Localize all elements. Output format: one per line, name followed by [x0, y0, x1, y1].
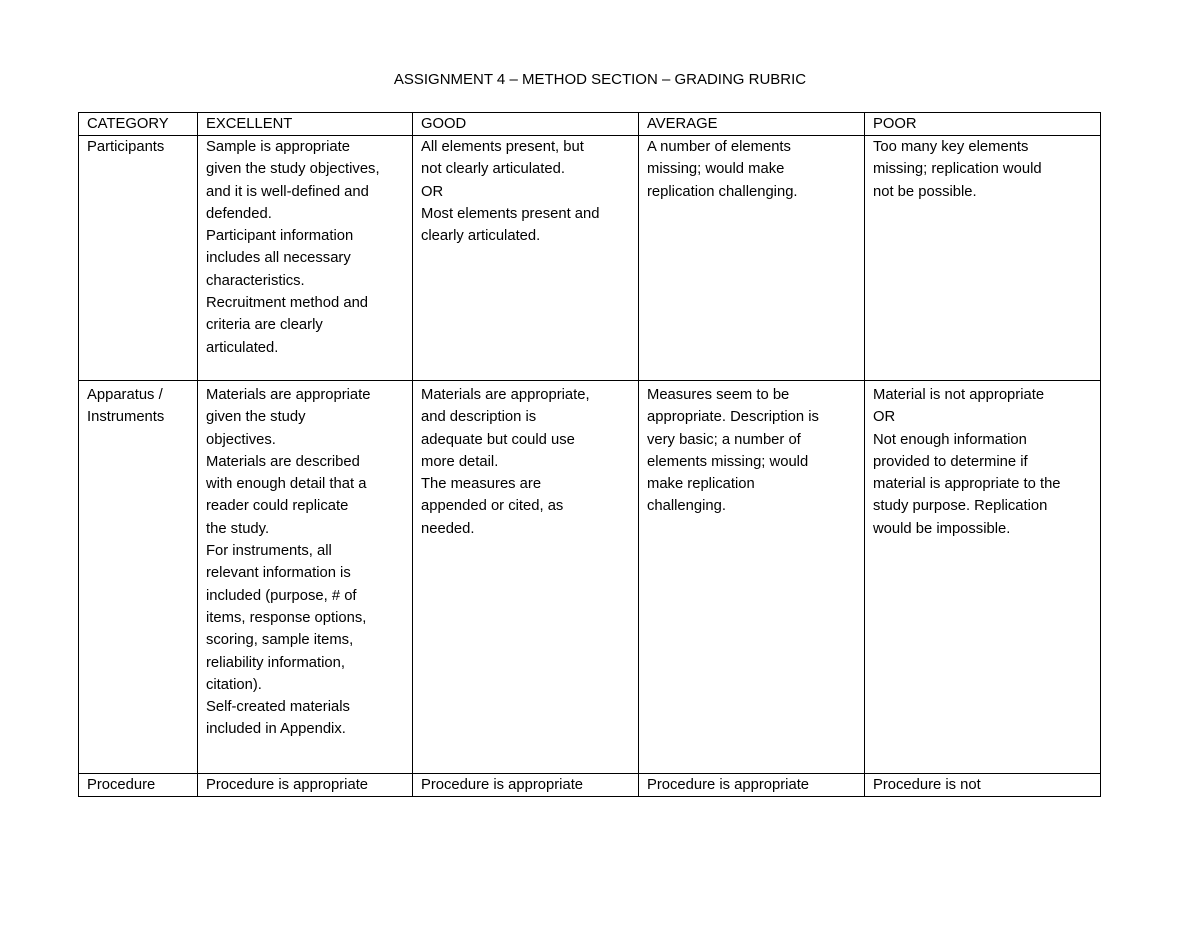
- cell-text-line: relevant information is: [206, 565, 351, 582]
- page-title: ASSIGNMENT 4 – METHOD SECTION – GRADING RUBRIC: [393, 71, 807, 88]
- cell-text-line: reader could replicate: [206, 498, 349, 515]
- cell-text-line: missing; would make: [647, 161, 785, 178]
- cell-text-line: material is appropriate to the: [873, 476, 1061, 493]
- cell-text-line: needed.: [421, 520, 475, 537]
- table-row: [79, 774, 1101, 797]
- header-good: GOOD: [413, 113, 639, 136]
- cell-text-line: includes all necessary: [206, 250, 351, 267]
- cell-excellent: [198, 774, 413, 797]
- cell-text-line: more detail.: [421, 453, 499, 470]
- cell-text-line: Sample is appropriate: [206, 139, 350, 155]
- cell-good: [413, 381, 639, 774]
- cell-text-line: adequate but could use: [421, 431, 575, 448]
- cell-text-line: the study.: [206, 520, 270, 537]
- cell-category: [79, 774, 198, 797]
- cell-good: [413, 136, 639, 381]
- table-row: [79, 381, 1101, 774]
- cell-text-line: not be possible.: [873, 183, 977, 200]
- cell-text-line: included (purpose, # of: [206, 587, 357, 604]
- header-row: [79, 113, 1101, 136]
- cell-text-line: missing; replication would: [873, 161, 1042, 178]
- header-average: AVERAGE: [639, 113, 865, 136]
- cell-text-line: and it is well-defined and: [206, 183, 369, 200]
- cell-text-line: not clearly articulated.: [421, 161, 565, 178]
- cell-text-line: and description is: [421, 409, 537, 426]
- cell-text-line: criteria are clearly: [206, 317, 323, 334]
- cell-text-line: Most elements present and: [421, 205, 600, 222]
- cell-text-line: Apparatus /: [87, 387, 163, 403]
- cell-text-line: given the study objectives,: [206, 161, 380, 178]
- table-row: [79, 136, 1101, 381]
- header-excellent: EXCELLENT: [198, 113, 413, 136]
- cell-text-line: Participant information: [206, 228, 354, 245]
- cell-text-line: All elements present, but: [421, 139, 584, 155]
- cell-text-line: very basic; a number of: [647, 431, 801, 448]
- header-category: CATEGORY: [79, 113, 198, 136]
- cell-text-line: scoring, sample items,: [206, 632, 354, 649]
- cell-text-line: challenging.: [647, 498, 726, 515]
- cell-text-line: For instruments, all: [206, 543, 332, 560]
- cell-text-line: Self-created materials: [206, 699, 350, 716]
- cell-average: [639, 774, 865, 797]
- cell-text-line: would be impossible.: [873, 520, 1011, 537]
- cell-text-line: provided to determine if: [873, 453, 1028, 470]
- cell-text-line: characteristics.: [206, 272, 305, 289]
- cell-text-line: OR: [873, 409, 896, 426]
- cell-text-line: objectives.: [206, 431, 276, 448]
- grading-rubric-table: [78, 112, 1101, 797]
- cell-text-line: appropriate. Description is: [647, 409, 819, 426]
- cell-poor: [865, 774, 1101, 797]
- cell-text-line: Procedure is appropriate: [421, 777, 584, 793]
- cell-good: [413, 774, 639, 797]
- cell-text-line: citation).: [206, 676, 262, 693]
- cell-text-line: Materials are appropriate: [206, 387, 371, 403]
- cell-poor: [865, 381, 1101, 774]
- cell-category: [79, 136, 198, 381]
- cell-category: [79, 381, 198, 774]
- cell-text-line: items, response options,: [206, 609, 367, 626]
- cell-text-line: defended.: [206, 205, 272, 222]
- cell-average: [639, 136, 865, 381]
- cell-text-line: Too many key elements: [873, 139, 1029, 155]
- cell-text-line: elements missing; would: [647, 453, 809, 470]
- cell-text-line: make replication: [647, 476, 755, 493]
- cell-text-line: Materials are described: [206, 453, 360, 470]
- cell-text-line: Material is not appropriate: [873, 387, 1045, 403]
- cell-text-line: included in Appendix.: [206, 721, 346, 738]
- cell-text-line: Not enough information: [873, 431, 1027, 448]
- cell-text-line: clearly articulated.: [421, 228, 541, 245]
- header-poor: POOR: [865, 113, 1101, 136]
- cell-text-line: Materials are appropriate,: [421, 387, 590, 403]
- cell-text-line: Measures seem to be: [647, 387, 790, 403]
- cell-text-line: Procedure is not: [873, 777, 981, 793]
- cell-text-line: Procedure is appropriate: [647, 777, 810, 793]
- cell-text-line: Procedure is appropriate: [206, 777, 369, 793]
- cell-text-line: given the study: [206, 409, 306, 426]
- cell-text-line: study purpose. Replication: [873, 498, 1048, 515]
- cell-text-line: Recruitment method and: [206, 295, 369, 312]
- cell-text-line: with enough detail that a: [206, 476, 367, 493]
- cell-text-line: Instruments: [87, 409, 165, 426]
- cell-text-line: Procedure: [87, 777, 156, 793]
- cell-average: [639, 381, 865, 774]
- cell-text-line: replication challenging.: [647, 183, 798, 200]
- cell-poor: [865, 136, 1101, 381]
- cell-text-line: The measures are: [421, 476, 542, 493]
- cell-text-line: A number of elements: [647, 139, 791, 155]
- cell-text-line: articulated.: [206, 339, 279, 356]
- cell-text-line: Participants: [87, 139, 165, 155]
- cell-excellent: [198, 381, 413, 774]
- cell-text-line: reliability information,: [206, 654, 345, 671]
- cell-text-line: OR: [421, 183, 444, 200]
- cell-excellent: [198, 136, 413, 381]
- cell-text-line: appended or cited, as: [421, 498, 564, 515]
